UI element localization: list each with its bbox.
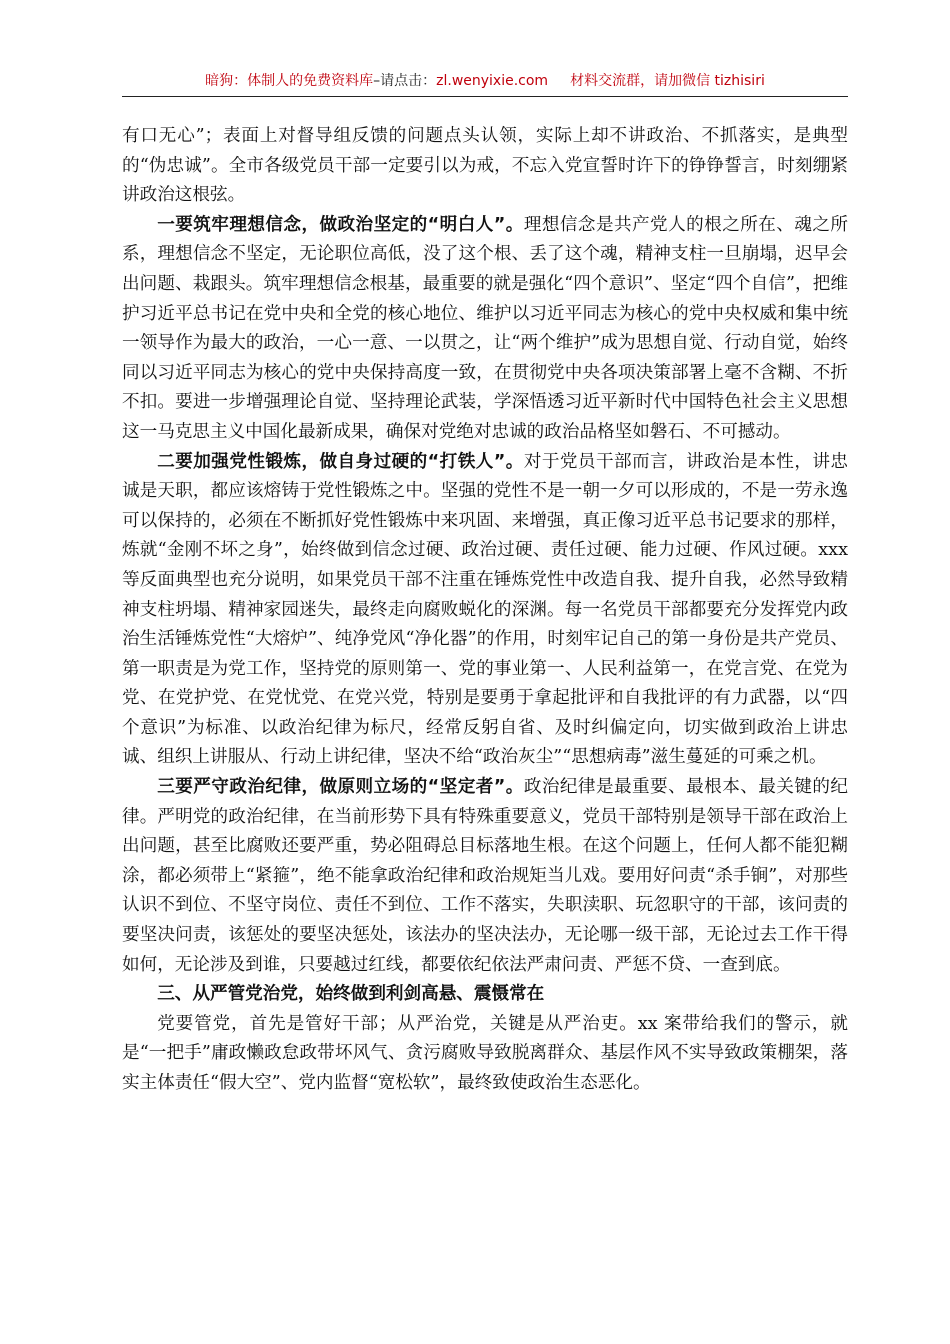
paragraph-lead-bold: 三要严守政治纪律，做原则立场的“坚定者”。 [157, 777, 524, 798]
paragraph-text: 理想信念是共产党人的根之所在、魂之所系，理想信念不坚定，无论职位高低，没了这个根、丢了这个魂，精神支柱一旦崩塌，迟早会出问题、栽跟头。筑牢理想信念根基，最重要的就是强化“四个意识”、坚定“四个自信”，把维护习近平总书记在党中央和全党的核心地位、维护以习近平同志为核心的党中央权威和集中统一领导作为最大的政治，一心一意、一以贯之，让“两个维护”成为思想自觉、行动自觉，始终同以习近平同志为核心的党中央保持高度一致，在贯彻党中央各项决策部署上毫不含糊、不折不扣。要进一步增强理论自觉、坚持理论武装，学深悟透习近平新时代中国特色社会主义思想这一马克思主义中国化最新成果，确保对党绝对忠诚的政治品格坚如磐石、不可撼动。 [122, 214, 848, 442]
paragraph-final: 党要管党，首先是管好干部；从严治党，关键是从严治吏。xx 案带给我们的警示，就是“一把手”庸政懒政怠政带坏风气、贪污腐败导致脱离群众、基层作风不实导致政策棚架，落实主体责任“假大空”、党内监督“宽松软”，最终致使政治生态恶化。 [122, 1013, 848, 1093]
paragraph-text: 政治纪律是最重要、最根本、最关键的纪律。严明党的政治纪律，在当前形势下具有特殊重要意义，党员干部特别是领导干部在政治上出问题，甚至比腐败还要严重，势必阻碍总目标落地生根。在这个问题上，任何人都不能犯糊涂，都必须带上“紧箍”，绝不能拿政治纪律和政治规矩当儿戏。要用好问责“杀手锏”，对那些认识不到位、不坚守岗位、责任不到位、工作不落实，失职渎职、玩忽职守的干部，该问责的要坚决问责，该惩处的要坚决惩处，该法办的坚决法办，无论哪一级干部，无论过去工作干得如何，无论涉及到谁，只要越过红线，都要依纪依法严肃问责、严惩不贷、一查到底。 [122, 777, 848, 975]
paragraph-point-three [122, 773, 848, 980]
paragraph-lead-bold: 一要筑牢理想信念，做政治坚定的“明白人”。 [157, 214, 524, 235]
paragraph-text: 有口无心”；表面上对督导组反馈的问题点头认领，实际上却不讲政治、不抓落实，是典型的“伪忠诚”。全市各级党员干部一定要引以为戒，不忘入党宣誓时许下的铮铮誓言，时刻绷紧讲政治这根弦。 [122, 126, 848, 206]
header-click-prompt: –请点击： [373, 73, 437, 89]
paragraph-text: 对于党员干部而言，讲政治是本性，讲忠诚是天职，都应该熔铸于党性锻炼之中。坚强的党性不是一朝一夕可以形成的，不是一劳永逸可以保持的，必须在不断抓好党性锻炼中来巩固、来增强，真正像习近平总书记要求的那样，炼就“金刚不坏之身”，始终做到信念过硬、政治过硬、责任过硬、能力过硬、作风过硬。xxx 等反面典型也充分说明，如果党员干部不注重在锤炼党性中改造自我、提升自我，必然导致精神支柱坍塌、精神家园迷失，最终走向腐败蜕化的深渊。每一名党员干部都要充分发挥党内政治生活锤炼党性“大熔炉”、纯净党风“净化器”的作用，时刻牢记自己的第一身份是共产党员、第一职责是为党工作，坚持党的原则第一、党的事业第一、人民利益第一，在党言党、在党为党、在党护党、在党忧党、在党兴党，特别是要勇于拿起批评和自我批评的有力武器，以“四个意识”为标准、以政治纪律为标尺，经常反躬自省、及时纠偏定向，切实做到政治上讲忠诚、组织上讲服从、行动上讲纪律，坚决不给“政治灰尘”“思想病毒”滋生蔓延的可乘之机。 [122, 451, 848, 768]
document-body [122, 122, 848, 1099]
header-brand: 暗狗：体制人的免费资料库 [205, 73, 374, 89]
paragraph-point-two [122, 448, 848, 774]
paragraph-continuation [122, 122, 848, 211]
page-header [122, 68, 848, 97]
header-wechat-note: 材料交流群，请加微信 tizhisiri [570, 73, 765, 89]
header-url-link[interactable]: zl.wenyixie.com [436, 73, 549, 89]
paragraph-lead-bold: 二要加强党性锻炼，做自身过硬的“打铁人”。 [157, 451, 524, 472]
paragraph-point-one [122, 211, 848, 448]
section-heading: 三、从严管党治党，始终做到利剑高悬、震慑常在 [157, 984, 545, 1005]
